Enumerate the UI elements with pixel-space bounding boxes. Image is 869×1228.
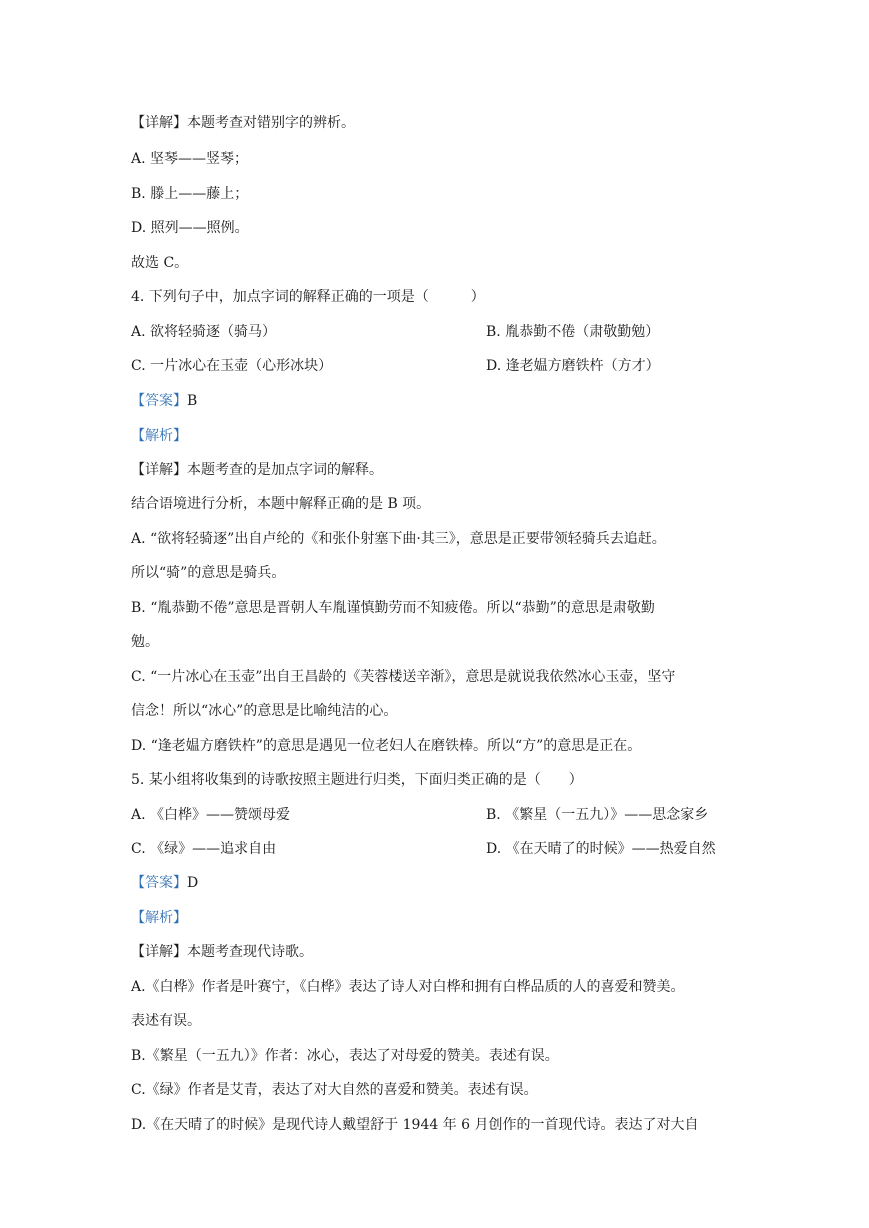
detail-line: 【详解】本题考查对错别字的辨析。: [131, 115, 355, 131]
answer-value: D: [187, 875, 199, 891]
answer-tag: 【答案】: [131, 393, 187, 409]
correction-a: A. 坚琴——竖琴；: [131, 151, 249, 167]
question-4-option-c: C. 一片冰心在玉壶（心形冰块）: [131, 358, 333, 374]
question-5-option-b: B. 《繁星（一五九）》——思念家乡: [486, 807, 709, 823]
question-4-exp-a-1: A. “欲将轻骑逐”出自卢纶的《和张仆射塞下曲·其三》，意思是正要带领轻骑兵去追赶。: [131, 531, 666, 547]
question-5-option-c: C. 《绿》——追求自由: [131, 841, 277, 857]
question-5-exp-c: C.《绿》作者是艾青，表达了对大自然的喜爱和赞美。表述有误。: [131, 1082, 538, 1098]
question-5-exp-b: B.《繁星（一五九）》作者：冰心，表达了对母爱的赞美。表述有误。: [131, 1048, 559, 1064]
answer-tag: 【答案】: [131, 875, 187, 891]
question-5-option-d: D. 《在天晴了的时候》——热爱自然: [486, 841, 716, 857]
question-5-analysis-tag: 【解析】: [131, 910, 187, 926]
question-4-option-a: A. 欲将轻骑逐（骑马）: [131, 324, 277, 340]
question-5-exp-a-1: A.《白桦》作者是叶赛宁，《白桦》表达了诗人对白桦和拥有白桦品质的人的喜爱和赞美。: [131, 979, 685, 995]
question-4-stem: 4. 下列句子中，加点字词的解释正确的一项是（ ）: [131, 289, 485, 305]
question-4-detail: 【详解】本题考查的是加点字词的解释。: [131, 462, 383, 478]
question-4-option-d: D. 逢老媪方磨铁杵（方才）: [486, 358, 660, 374]
question-5-exp-d: D.《在天晴了的时候》是现代诗人戴望舒于 1944 年 6 月创作的一首现代诗。表达了对大自: [131, 1117, 699, 1133]
correction-d: D. 照列——照例。: [131, 220, 249, 236]
question-4-analysis-tag: 【解析】: [131, 428, 187, 444]
question-4-combine: 结合语境进行分析，本题中解释正确的是 B 项。: [131, 496, 431, 512]
question-4-exp-c-1: C. “一片冰心在玉壶”出自王昌龄的《芙蓉楼送辛渐》，意思是就说我依然冰心玉壶，坚守: [131, 669, 676, 685]
question-4-exp-d-1: D. “逢老媪方磨铁杵”的意思是遇见一位老妇人在磨铁棒。所以“方”的意思是正在。: [131, 738, 642, 754]
answer-value: B: [187, 393, 198, 409]
question-5-detail: 【详解】本题考查现代诗歌。: [131, 944, 313, 960]
question-4-exp-c-2: 信念！所以“冰心”的意思是比喻纯洁的心。: [131, 703, 398, 719]
question-4-option-b: B. 胤恭勤不倦（肃敬勤勉）: [486, 324, 660, 340]
question-4-exp-b-1: B. “胤恭勤不倦”意思是晋朝人车胤谨慎勤劳而不知疲倦。所以“恭勤”的意思是肃敬勤: [131, 600, 655, 616]
correction-b: B. 滕上——藤上；: [131, 186, 249, 202]
conclusion-line: 故选 C。: [131, 255, 189, 271]
question-5-exp-a-2: 表述有误。: [131, 1013, 201, 1029]
question-5-stem: 5. 某小组将收集到的诗歌按照主题进行归类，下面归类正确的是（ ）: [131, 772, 583, 788]
question-5-option-a: A. 《白桦》——赞颂母爱: [131, 807, 291, 823]
question-5-answer: [131, 873, 198, 893]
question-4-answer: [131, 391, 197, 411]
question-4-exp-a-2: 所以“骑”的意思是骑兵。: [131, 565, 286, 581]
question-4-exp-b-2: 勉。: [131, 634, 159, 650]
